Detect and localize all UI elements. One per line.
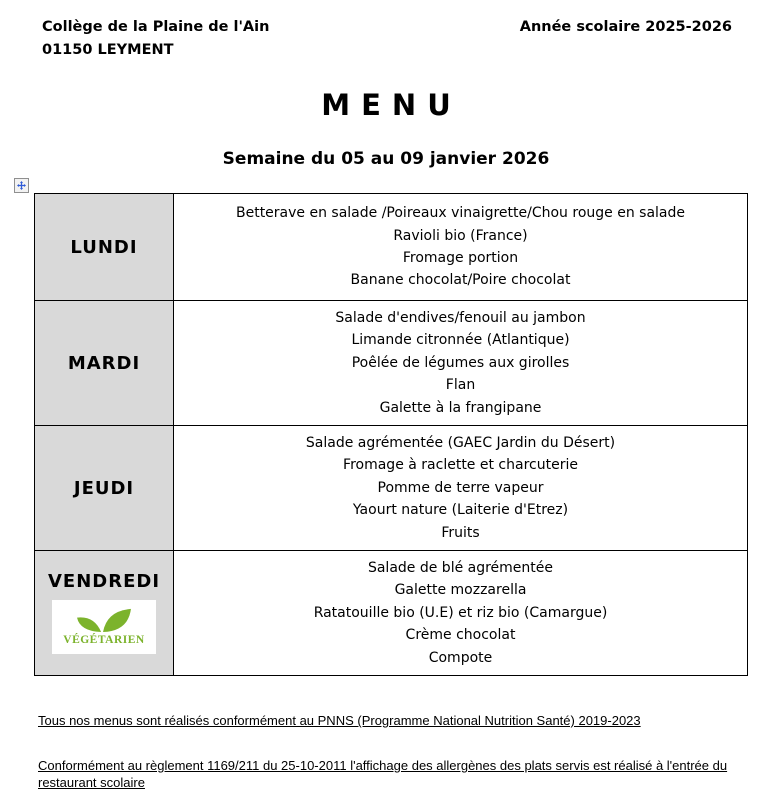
menu-item: Limande citronnée (Atlantique) [351, 332, 570, 349]
menu-item: Fromage à raclette et charcuterie [343, 457, 578, 474]
menu-item: Flan [445, 377, 476, 394]
menu-item: Ratatouille bio (U.E) et riz bio (Camargue) [313, 604, 608, 621]
menu-item: Salade de blé agrémentée [367, 560, 554, 577]
day-cell-mardi [35, 301, 174, 426]
day-label: MARDI [67, 352, 141, 374]
items-cell-lundi [174, 194, 748, 301]
table-row-mardi [35, 301, 748, 426]
menu-item: Galette à la frangipane [379, 399, 542, 416]
school-year: Année scolaire 2025-2026 [519, 19, 732, 35]
day-cell-lundi [35, 194, 174, 301]
vegetarian-logo [52, 600, 156, 654]
menu-item: Poêlée de légumes aux girolles [351, 354, 570, 371]
school-city: 01150 LEYMENT [42, 42, 174, 58]
day-label: VENDREDI [47, 570, 161, 592]
menu-item: Ravioli bio (France) [393, 227, 528, 244]
menu-item: Yaourt nature (Laiterie d'Etrez) [352, 502, 569, 519]
document-header [0, 0, 772, 62]
day-cell-vendredi [35, 551, 174, 676]
menu-item: Banane chocolat/Poire chocolat [350, 272, 571, 289]
menu-item: Crème chocolat [405, 627, 516, 644]
menu-item: Fromage portion [402, 250, 519, 266]
move-cross-icon [17, 181, 26, 190]
menu-item: Salade d'endives/fenouil au jambon [335, 310, 586, 326]
table-move-handle[interactable] [14, 178, 29, 193]
school-address-block [42, 16, 269, 62]
items-cell-vendredi [174, 551, 748, 676]
day-cell-jeudi [35, 426, 174, 551]
menu-item: Salade agrémentée (GAEC Jardin du Désert) [305, 435, 616, 452]
table-row-vendredi [35, 551, 748, 676]
document-footer [38, 712, 730, 791]
leaf-icon [75, 607, 133, 633]
menu-item: Galette mozzarella [394, 582, 527, 599]
table-row-jeudi [35, 426, 748, 551]
menu-item: Compote [428, 649, 493, 666]
menu-item: Pomme de terre vapeur [377, 479, 544, 496]
week-subtitle: Semaine du 05 au 09 janvier 2026 [222, 149, 550, 169]
footer-note-allergens: Conformément au règlement 1169/211 du 25-10-2011 l'affichage des allergènes des plats servis est réalisé à l'entrée du restaurant scolaire [38, 758, 728, 791]
items-cell-jeudi [174, 426, 748, 551]
page-title: MENU [321, 88, 462, 122]
menu-table-wrap [34, 193, 748, 676]
school-name: Collège de la Plaine de l'Ain [42, 19, 270, 35]
table-row-lundi [35, 194, 748, 301]
items-cell-mardi [174, 301, 748, 426]
day-label: JEUDI [73, 477, 135, 499]
day-label: LUNDI [70, 236, 138, 258]
vegetarian-label: VÉGÉTARIEN [63, 634, 145, 647]
footer-note-pnns: Tous nos menus sont réalisés conformément au PNNS (Programme National Nutrition Santé) 2019-2023 [38, 713, 641, 729]
menu-table [34, 193, 748, 676]
menu-item: Betterave en salade /Poireaux vinaigrette/Chou rouge en salade [235, 205, 685, 222]
menu-item: Fruits [441, 524, 480, 541]
